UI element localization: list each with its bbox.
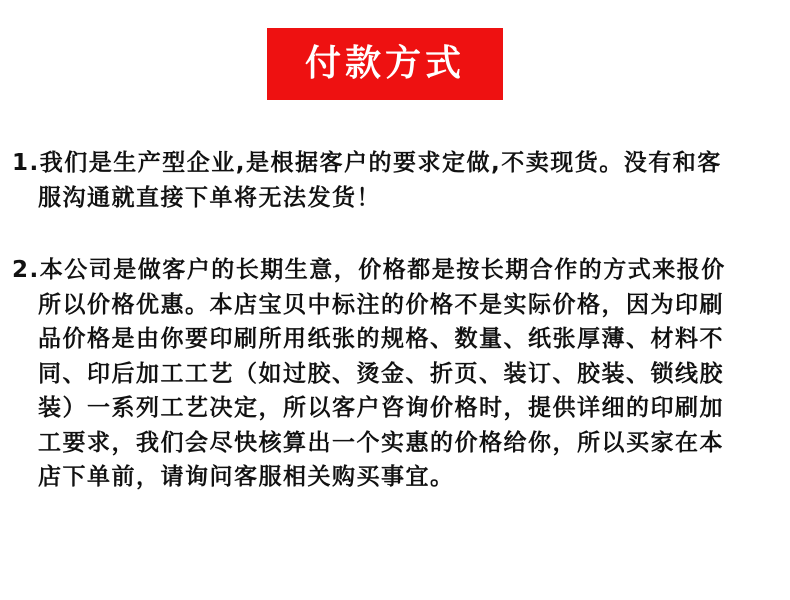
payment-note-1 xyxy=(12,146,782,215)
note-1-line-1 xyxy=(12,146,782,181)
note-2-text-line-3: 品价格是由你要印刷所用纸张的规格、数量、纸张厚薄、材料不 xyxy=(38,326,724,352)
payment-note-2 xyxy=(12,253,782,495)
page-title-banner xyxy=(267,28,503,100)
note-2-line-1 xyxy=(12,253,782,288)
note-2-text-line-4: 同、印后加工工艺（如过胶、烫金、折页、装订、胶装、锁线胶 xyxy=(38,360,724,387)
note-2-text-line-7: 店下单前，请询问客服相关购买事宜。 xyxy=(38,464,455,490)
page-title: 付款方式 xyxy=(304,43,465,84)
note-2-number: 2. xyxy=(12,257,40,283)
note-1-number: 1. xyxy=(12,150,40,176)
note-2-text-line-2: 所以价格优惠。本店宝贝中标注的价格不是实际价格，因为印刷 xyxy=(38,291,724,318)
note-1-text-line-1: 我们是生产型企业,是根据客户的要求定做,不卖现货。没有和客 xyxy=(39,150,722,176)
note-1-text-line-2: 服沟通就直接下单将无法发货！ xyxy=(38,184,381,211)
note-2-text-line-5: 装）一系列工艺决定，所以客户咨询价格时，提供详细的印刷加 xyxy=(38,395,724,421)
note-2-text-line-1: 本公司是做客户的长期生意，价格都是按长期合作的方式来报价 xyxy=(39,257,726,283)
note-2-text-line-6: 工要求，我们会尽快核算出一个实惠的价格给你，所以买家在本 xyxy=(38,429,724,456)
